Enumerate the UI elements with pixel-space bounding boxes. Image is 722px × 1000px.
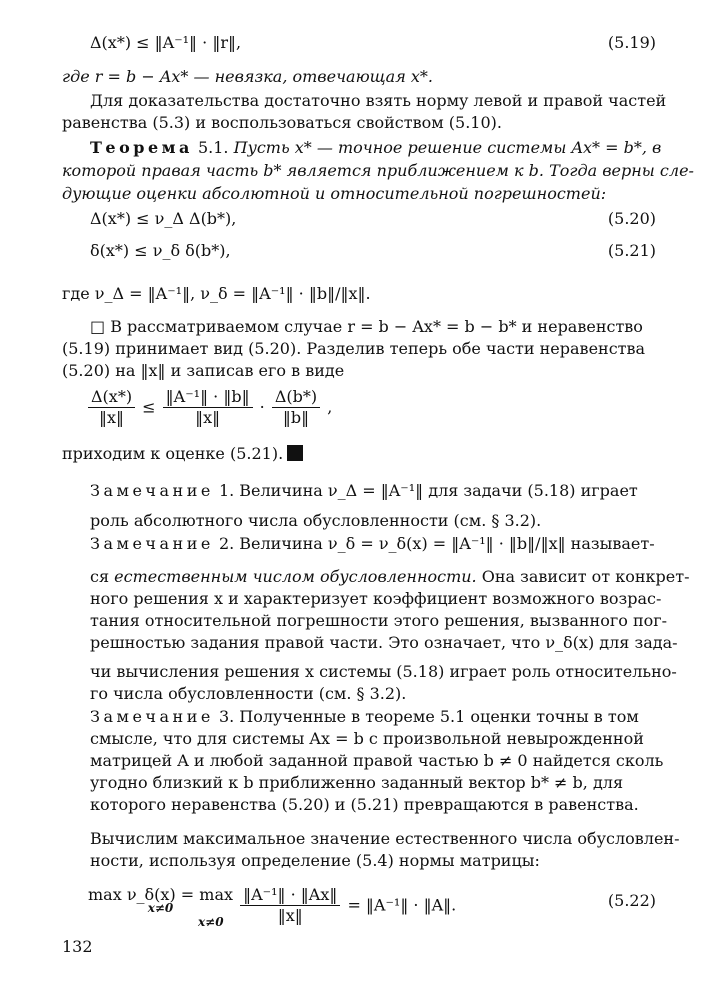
formula-5-20: Δ(x*) ≤ ν_Δ Δ(b*), xyxy=(90,209,237,228)
remark1-line-1 xyxy=(90,482,638,500)
remark2-text-2a: ся xyxy=(90,567,115,586)
proof-line-2: равенства (5.3) и воспользоваться свойством (5.10). xyxy=(62,113,502,132)
fraction-5-22 xyxy=(240,886,340,926)
max-line-1: Вычислим максимальное значение естественного числа обусловлен- xyxy=(90,829,680,848)
fraction-5-22-numerator: ‖A⁻¹‖ · ‖Ax‖ xyxy=(240,886,340,906)
max-subscript-2: x≠0 xyxy=(198,915,224,929)
remark2-line-3: ного решения x и характеризует коэффициент возможного возрас- xyxy=(90,589,662,608)
comma: , xyxy=(327,397,333,417)
fraction-5-22-denominator: ‖x‖ xyxy=(277,906,303,926)
proof-line-1: Для доказательства достаточно взять норму левой и правой частей xyxy=(90,91,667,110)
remark2-line-4: тания относительной погрешности этого решения, вызванного пог- xyxy=(90,611,668,630)
remark3-text-1: 3. Полученные в теореме 5.1 оценки точны в том xyxy=(218,707,639,726)
leq-sign: ≤ xyxy=(142,397,156,417)
fraction-rhs-2-denominator: ‖b‖ xyxy=(282,408,310,428)
conclusion-text: приходим к оценке (5.21). xyxy=(62,444,284,463)
equation-number-5-20: (5.20) xyxy=(607,209,656,228)
remark3-line-4: угодно близкий к b приближенно заданный вектор b* ≠ b, для xyxy=(90,773,624,792)
max-operator xyxy=(88,886,233,916)
fraction-rhs-2 xyxy=(272,388,320,428)
fraction-rhs-2-numerator: Δ(b*) xyxy=(272,388,320,408)
formula-5-19: Δ(x*) ≤ ‖A⁻¹‖ · ‖r‖, xyxy=(90,33,242,52)
formula-5-22-rhs: = ‖A⁻¹‖ · ‖A‖. xyxy=(347,895,457,915)
remark2-line-6: чи вычисления решения x системы (5.18) играет роль относительно- xyxy=(90,662,677,681)
theorem-text-1: Пусть x* — точное решение системы Ax* = b*, в xyxy=(233,138,662,157)
max-expression: max ν_δ(x) = max xyxy=(88,885,233,904)
formula-5-22 xyxy=(88,886,456,926)
remark3-line-3: матрицей A и любой заданной правой частью b ≠ 0 найдется сколь xyxy=(90,751,664,770)
theorem-line-2: которой правая часть b* является приближением к b. Тогда верны сле- xyxy=(62,161,694,180)
proof2-line-2: (5.19) принимает вид (5.20). Разделив теперь обе части неравенства xyxy=(62,339,646,358)
remark1-text-1: 1. Величина ν_Δ = ‖A⁻¹‖ для задачи (5.18) играет xyxy=(218,481,638,500)
remark2-text-1: 2. Величина ν_δ = ν_δ(x) = ‖A⁻¹‖ · ‖b‖/‖x‖ называет- xyxy=(218,534,655,553)
conclusion-line xyxy=(62,445,303,463)
remark2-line-2 xyxy=(90,568,689,586)
max-line-2: ности, используя определение (5.4) нормы матрицы: xyxy=(90,851,540,870)
remark3-heading: Замечание xyxy=(90,707,214,726)
proof2-line-1: □ В рассматриваемом случае r = b − Ax* = b − b* и неравенство xyxy=(90,317,643,336)
remark3-line-1 xyxy=(90,708,639,726)
nu-definitions: где ν_Δ = ‖A⁻¹‖, ν_δ = ‖A⁻¹‖ · ‖b‖/‖x‖. xyxy=(62,284,371,303)
equation-number-5-21: (5.21) xyxy=(607,241,656,260)
remark2-line-1 xyxy=(90,535,655,553)
remark2-text-2c: Она зависит от конкрет- xyxy=(476,567,690,586)
fraction-inequality xyxy=(86,388,332,428)
fraction-lhs-denominator: ‖x‖ xyxy=(99,408,125,428)
theorem-line-3: дующие оценки абсолютной и относительной погрешностей: xyxy=(62,184,607,203)
theorem-number: 5.1. xyxy=(197,138,229,157)
fraction-rhs-1-numerator: ‖A⁻¹‖ · ‖b‖ xyxy=(163,388,253,408)
remark2-line-7: го числа обусловленности (см. § 3.2). xyxy=(90,684,407,703)
fraction-rhs-1-denominator: ‖x‖ xyxy=(195,408,221,428)
theorem-heading: Теорема xyxy=(90,138,193,157)
equation-number-5-22: (5.22) xyxy=(607,891,656,910)
remark2-line-5: решностью задания правой части. Это означает, что ν_δ(x) для зада- xyxy=(90,633,678,652)
remark3-line-2: смысле, что для системы Ax = b с произвольной невырожденной xyxy=(90,729,644,748)
equation-number-5-19: (5.19) xyxy=(607,33,656,52)
remark1-heading: Замечание xyxy=(90,481,214,500)
remark2-heading: Замечание xyxy=(90,534,214,553)
remark1-line-2: роль абсолютного числа обусловленности (см. § 3.2). xyxy=(90,511,542,530)
residual-definition: где r = b − Ax* — невязка, отвечающая x*. xyxy=(62,67,433,86)
remark2-term: естественным числом обусловленности. xyxy=(114,567,477,586)
remark3-line-5: которого неравенства (5.20) и (5.21) превращаются в равенства. xyxy=(90,795,639,814)
fraction-lhs-numerator: Δ(x*) xyxy=(88,388,135,408)
formula-5-21: δ(x*) ≤ ν_δ δ(b*), xyxy=(90,241,231,260)
fraction-lhs xyxy=(88,388,135,428)
page-number: 132 xyxy=(62,937,93,956)
max-subscript-1: x≠0 xyxy=(147,901,174,916)
proof2-line-3: (5.20) на ‖x‖ и записав его в виде xyxy=(62,361,345,380)
fraction-rhs-1 xyxy=(163,388,253,428)
qed-box-icon xyxy=(287,445,303,461)
theorem-line-1 xyxy=(90,139,661,157)
dot-sign: · xyxy=(259,397,265,417)
